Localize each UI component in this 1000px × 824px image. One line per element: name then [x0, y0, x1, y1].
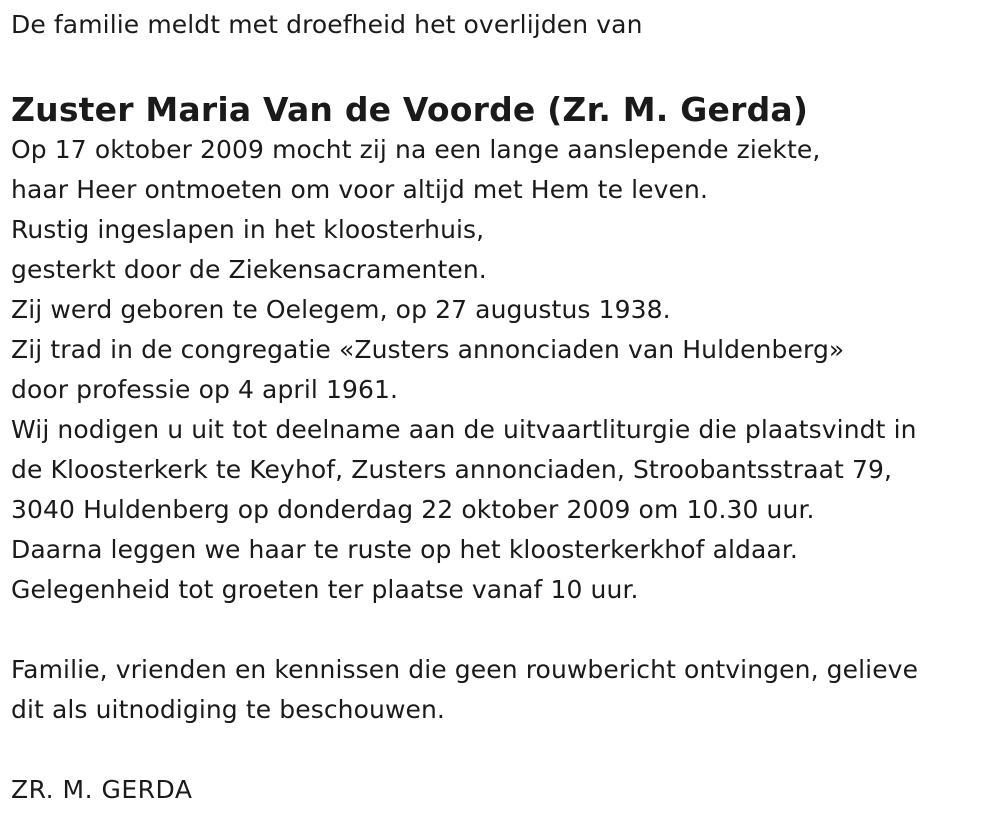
deceased-name: Zuster Maria Van de Voorde (Zr. M. Gerda)	[11, 90, 809, 129]
body-line: Gelegenheid tot groeten ter plaatse vanaf 10 uur.	[11, 575, 639, 604]
spacer	[11, 610, 991, 650]
obituary-notice	[11, 0, 991, 810]
body-line: 3040 Huldenberg op donderdag 22 oktober 2009 om 10.30 uur.	[11, 495, 815, 524]
notice-line: Familie, vrienden en kennissen die geen rouwbericht ontvingen, gelieve	[11, 655, 919, 684]
spacer	[11, 730, 991, 770]
intro-text: De familie meldt met droefheid het overlijden van	[11, 10, 643, 39]
body-line: Wij nodigen u uit tot deelname aan de uitvaartliturgie die plaatsvindt in	[11, 415, 917, 444]
notice-line: dit als uitnodiging te beschouwen.	[11, 695, 445, 724]
notice-text	[11, 650, 991, 730]
body-line: haar Heer ontmoeten om voor altijd met Hem te leven.	[11, 175, 709, 204]
body-line: Zij werd geboren te Oelegem, op 27 augustus 1938.	[11, 295, 671, 324]
body-line: de Kloosterkerk te Keyhof, Zusters annonciaden, Stroobantsstraat 79,	[11, 455, 893, 484]
body-line: Rustig ingeslapen in het kloosterhuis,	[11, 215, 485, 244]
body-line: door professie op 4 april 1961.	[11, 375, 399, 404]
signature: ZR. M. GERDA	[11, 775, 193, 804]
body-line: Op 17 oktober 2009 mocht zij na een lange aanslepende ziekte,	[11, 135, 821, 164]
body-line: gesterkt door de Ziekensacramenten.	[11, 255, 487, 284]
body-line: Zij trad in de congregatie «Zusters annonciaden van Huldenberg»	[11, 335, 845, 364]
body-line: Daarna leggen we haar te ruste op het kloosterkerkhof aldaar.	[11, 535, 798, 564]
obituary-body	[11, 130, 991, 610]
